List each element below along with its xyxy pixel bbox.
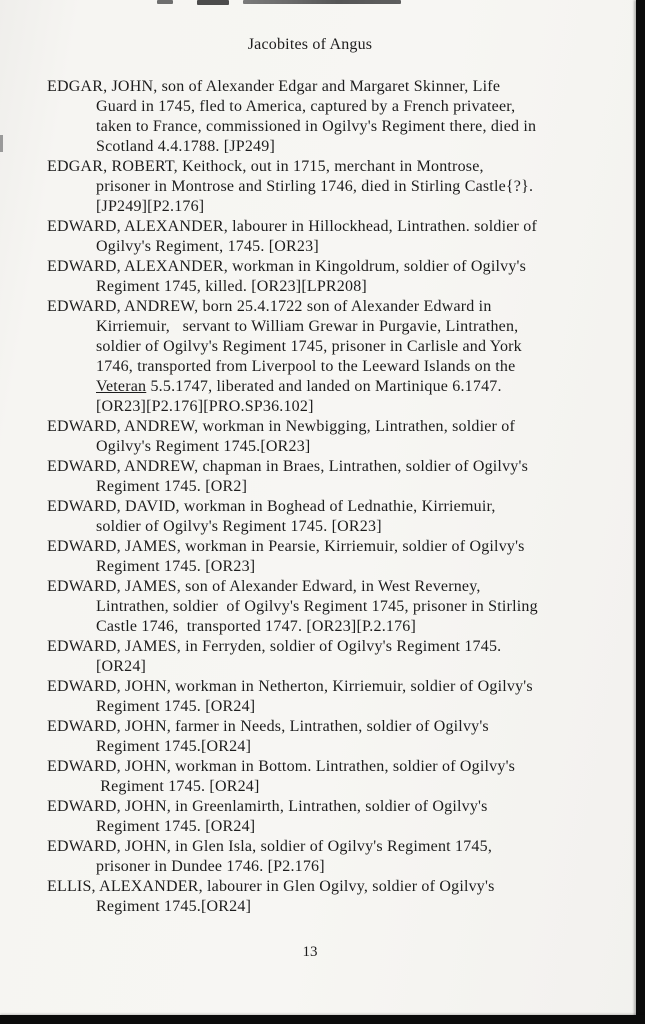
- entry-continuation-line: Lintrathen, soldier of Ogilvy's Regiment 1745, prisoner in Stirling: [96, 598, 538, 615]
- entry-first-line: EDGAR, ROBERT, Keithock, out in 1715, merchant in Montrose,: [47, 158, 484, 175]
- entry-continuation-line: Regiment 1745. [OR2]: [96, 478, 248, 495]
- entry-continuation-line: Regiment 1745.[OR24]: [96, 738, 252, 755]
- scan-artifact-top-2: [197, 0, 229, 5]
- entry-continuation-line: [JP249][P2.176]: [96, 198, 205, 215]
- entry: [47, 677, 633, 717]
- entry: [47, 537, 633, 577]
- entry: [47, 217, 633, 257]
- entry-first-line: EDWARD, JOHN, workman in Netherton, Kirriemuir, soldier of Ogilvy's: [47, 678, 533, 695]
- entry-continuation-line: Regiment 1745. [OR23]: [96, 558, 256, 575]
- scan-edge-bottom: [0, 1015, 645, 1024]
- entry-first-line: EDWARD, ALEXANDER, labourer in Hillockhead, Lintrathen. soldier of: [47, 218, 537, 235]
- scan-edge-right: [636, 0, 645, 1024]
- entry: [47, 157, 633, 217]
- entry: [47, 837, 633, 877]
- entry-first-line: EDWARD, JOHN, farmer in Needs, Lintrathen, soldier of Ogilvy's: [47, 718, 489, 735]
- entry-continuation-line: prisoner in Montrose and Stirling 1746, died in Stirling Castle{?}.: [96, 178, 534, 195]
- entry: [47, 497, 633, 537]
- entry: [47, 757, 633, 797]
- entry-continuation-line: Regiment 1745. [OR24]: [96, 818, 256, 835]
- entry-list: [47, 77, 633, 917]
- entry: [47, 637, 633, 677]
- entry-continuation-line: Ogilvy's Regiment 1745.[OR23]: [96, 438, 311, 455]
- entry-first-line: EDWARD, ANDREW, chapman in Braes, Lintrathen, soldier of Ogilvy's: [47, 458, 528, 475]
- entry: [47, 297, 633, 417]
- entry-continuation-line: Veteran 5.5.1747, liberated and landed on Martinique 6.1747.: [96, 378, 502, 395]
- entry-first-line: EDWARD, JAMES, workman in Pearsie, Kirriemuir, soldier of Ogilvy's: [47, 538, 525, 555]
- entry-first-line: EDWARD, JAMES, son of Alexander Edward, in West Reverney,: [47, 578, 481, 595]
- entry-continuation-line: Guard in 1745, fled to America, captured by a French privateer,: [96, 98, 516, 115]
- entry-continuation-line: Kirriemuir, servant to William Grewar in Purgavie, Lintrathen,: [96, 318, 519, 335]
- entry-continuation-line: prisoner in Dundee 1746. [P2.176]: [96, 858, 325, 875]
- page-header: Jacobites of Angus: [247, 36, 373, 53]
- entry-first-line: ELLIS, ALEXANDER, labourer in Glen Ogilvy, soldier of Ogilvy's: [47, 878, 495, 895]
- entry-first-line: EDWARD, ALEXANDER, workman in Kingoldrum, soldier of Ogilvy's: [47, 258, 527, 275]
- page-number: 13: [302, 944, 318, 960]
- entry-continuation-line: soldier of Ogilvy's Regiment 1745, prisoner in Carlisle and York: [96, 338, 522, 355]
- entry: [47, 417, 633, 457]
- entry: [47, 797, 633, 837]
- entry-continuation-line: 1746, transported from Liverpool to the Leeward Islands on the: [96, 358, 516, 375]
- entry-first-line: EDWARD, JOHN, workman in Bottom. Lintrathen, soldier of Ogilvy's: [47, 758, 516, 775]
- entry-continuation-line: [OR23][P2.176][PRO.SP36.102]: [96, 398, 314, 415]
- entry-continuation-line: soldier of Ogilvy's Regiment 1745. [OR23]: [96, 518, 382, 535]
- entry-first-line: EDWARD, JOHN, in Greenlamirth, Lintrathen, soldier of Ogilvy's: [47, 798, 488, 815]
- entry: [47, 457, 633, 497]
- entry-first-line: EDWARD, DAVID, workman in Boghead of Lednathie, Kirriemuir,: [47, 498, 496, 515]
- entry-first-line: EDWARD, ANDREW, born 25.4.1722 son of Alexander Edward in: [47, 298, 492, 315]
- entry: [47, 717, 633, 757]
- entry-continuation-line: taken to France, commissioned in Ogilvy's Regiment there, died in: [96, 118, 537, 135]
- entry-continuation-line: Regiment 1745, killed. [OR23][LPR208]: [96, 278, 367, 295]
- scan-artifact-left: [0, 135, 3, 152]
- entry: [47, 77, 633, 157]
- entry: [47, 257, 633, 297]
- entry-first-line: EDWARD, JAMES, in Ferryden, soldier of Ogilvy's Regiment 1745.: [47, 638, 502, 655]
- entry-continuation-line: Scotland 4.4.1788. [JP249]: [96, 138, 275, 155]
- entry-first-line: EDGAR, JOHN, son of Alexander Edgar and Margaret Skinner, Life: [47, 78, 501, 95]
- entry-first-line: EDWARD, JOHN, in Glen Isla, soldier of Ogilvy's Regiment 1745,: [47, 838, 493, 855]
- entry-continuation-line: Regiment 1745. [OR24]: [96, 698, 256, 715]
- entry: [47, 577, 633, 637]
- underlined-ship-name: Veteran: [96, 378, 147, 395]
- entry-continuation-line: Regiment 1745.[OR24]: [96, 898, 252, 915]
- entry-continuation-line: Ogilvy's Regiment, 1745. [OR23]: [96, 238, 319, 255]
- entry-continuation-line: [OR24]: [96, 658, 147, 675]
- entry-first-line: EDWARD, ANDREW, workman in Newbigging, Lintrathen, soldier of: [47, 418, 515, 435]
- scan-artifact-top-1: [157, 0, 173, 4]
- entry-continuation-line: Castle 1746, transported 1747. [OR23][P.2.176]: [96, 618, 417, 635]
- entry-continuation-line: Regiment 1745. [OR24]: [96, 778, 260, 795]
- scan-artifact-top-3: [243, 0, 401, 4]
- entry: [47, 877, 633, 917]
